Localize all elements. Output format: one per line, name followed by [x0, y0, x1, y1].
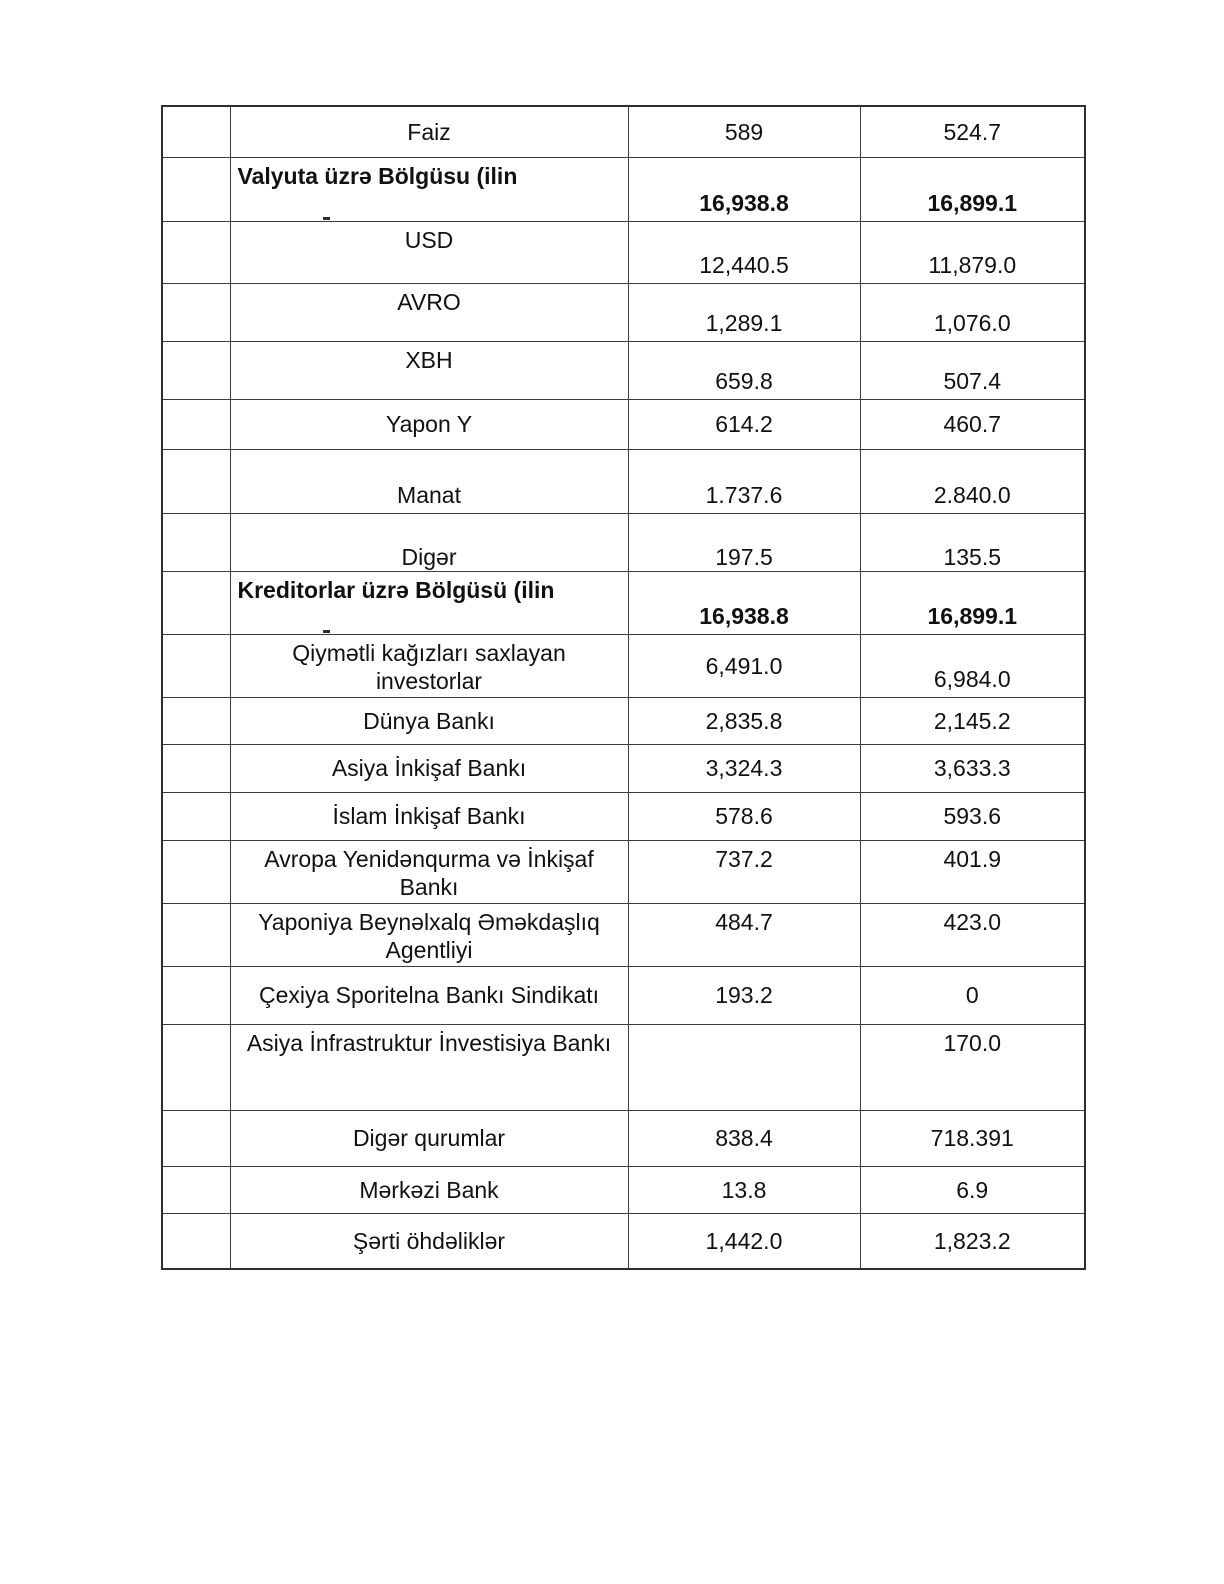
row-label: İslam İnkişaf Bankı: [230, 792, 628, 840]
value-col-1: 193.2: [628, 966, 860, 1024]
value-col-1: 2,835.8: [628, 697, 860, 744]
table-row: [162, 697, 1085, 744]
table-row: [162, 966, 1085, 1024]
value-col-1: 578.6: [628, 792, 860, 840]
value-col-2: 423.0: [860, 903, 1085, 966]
value-col-1: 197.5: [628, 513, 860, 571]
row-spacer-cell: [162, 1166, 230, 1213]
value-col-2: 135.5: [860, 513, 1085, 571]
value-col-2: 460.7: [860, 399, 1085, 449]
row-spacer-cell: [162, 634, 230, 697]
table-row: [162, 341, 1085, 399]
value-col-2: 3,633.3: [860, 744, 1085, 792]
table-row: [162, 1213, 1085, 1269]
value-col-1: [628, 1024, 860, 1110]
table-row: [162, 221, 1085, 283]
row-label: Digər qurumlar: [230, 1110, 628, 1166]
table-row: [162, 634, 1085, 697]
value-col-2: 524.7: [860, 106, 1085, 157]
value-col-1: 6,491.0: [628, 634, 860, 697]
row-spacer-cell: [162, 1110, 230, 1166]
value-col-2: 0: [860, 966, 1085, 1024]
value-col-2: 6,984.0: [860, 634, 1085, 697]
row-label: Qiymətli kağızları saxlayan investorlar: [230, 634, 628, 697]
value-col-1: 1,442.0: [628, 1213, 860, 1269]
table-row: [162, 399, 1085, 449]
value-col-1: 1.737.6: [628, 449, 860, 513]
value-col-1: 737.2: [628, 840, 860, 903]
value-col-1: 1,289.1: [628, 283, 860, 341]
row-label: Yaponiya Beynəlxalq Əməkdaşlıq Agentliyi: [230, 903, 628, 966]
value-col-2: 401.9: [860, 840, 1085, 903]
table-row: [162, 571, 1085, 634]
value-col-2: 507.4: [860, 341, 1085, 399]
row-spacer-cell: [162, 221, 230, 283]
row-spacer-cell: [162, 283, 230, 341]
value-col-2: 593.6: [860, 792, 1085, 840]
row-spacer-cell: [162, 903, 230, 966]
row-label: XBH: [230, 341, 628, 399]
row-spacer-cell: [162, 697, 230, 744]
table-row: [162, 1166, 1085, 1213]
section-header-text: Valyuta üzrə Bölgüsu (ilin: [237, 162, 518, 189]
value-col-2: 2.840.0: [860, 449, 1085, 513]
value-col-1: 16,938.8: [628, 571, 860, 634]
row-spacer-cell: [162, 1213, 230, 1269]
row-spacer-cell: [162, 157, 230, 221]
value-col-1: 12,440.5: [628, 221, 860, 283]
table-row: [162, 840, 1085, 903]
value-col-2: 16,899.1: [860, 571, 1085, 634]
value-col-2: 6.9: [860, 1166, 1085, 1213]
value-col-2: 1,076.0: [860, 283, 1085, 341]
value-col-1: 659.8: [628, 341, 860, 399]
value-col-1: 16,938.8: [628, 157, 860, 221]
value-col-2: 1,823.2: [860, 1213, 1085, 1269]
row-spacer-cell: [162, 571, 230, 634]
row-label: USD: [230, 221, 628, 283]
row-label: Manat: [230, 449, 628, 513]
table-row: [162, 106, 1085, 157]
table-row: [162, 792, 1085, 840]
row-label: Yapon Y: [230, 399, 628, 449]
row-label: Şərti öhdəliklər: [230, 1213, 628, 1269]
row-spacer-cell: [162, 840, 230, 903]
value-col-1: 13.8: [628, 1166, 860, 1213]
row-label: Dünya Bankı: [230, 697, 628, 744]
row-label: Digər: [230, 513, 628, 571]
value-col-1: 484.7: [628, 903, 860, 966]
row-label: Asiya İnkişaf Bankı: [230, 744, 628, 792]
table-row: [162, 744, 1085, 792]
financial-table: [161, 105, 1086, 1270]
section-header-text: Kreditorlar üzrə Bölgüsü (ilin: [237, 576, 555, 603]
row-label: Avropa Yenidənqurma və İnkişaf Bankı: [230, 840, 628, 903]
row-label: [230, 571, 628, 634]
table-row: [162, 283, 1085, 341]
value-col-1: 838.4: [628, 1110, 860, 1166]
value-col-2: 2,145.2: [860, 697, 1085, 744]
clipped-text-artifact: [323, 217, 330, 220]
table-row: [162, 449, 1085, 513]
value-col-2: 16,899.1: [860, 157, 1085, 221]
row-spacer-cell: [162, 792, 230, 840]
row-spacer-cell: [162, 106, 230, 157]
row-label: Çexiya Sporitelna Bankı Sindikatı: [230, 966, 628, 1024]
table-row: [162, 513, 1085, 571]
row-label: Faiz: [230, 106, 628, 157]
row-label: Mərkəzi Bank: [230, 1166, 628, 1213]
table-row: [162, 1024, 1085, 1110]
row-label: AVRO: [230, 283, 628, 341]
row-label: [230, 157, 628, 221]
value-col-1: 589: [628, 106, 860, 157]
row-spacer-cell: [162, 341, 230, 399]
row-spacer-cell: [162, 966, 230, 1024]
value-col-2: 718.391: [860, 1110, 1085, 1166]
row-label: Asiya İnfrastruktur İnvestisiya Bankı: [230, 1024, 628, 1110]
value-col-1: 3,324.3: [628, 744, 860, 792]
row-spacer-cell: [162, 449, 230, 513]
value-col-1: 614.2: [628, 399, 860, 449]
value-col-2: 11,879.0: [860, 221, 1085, 283]
row-spacer-cell: [162, 399, 230, 449]
table-row: [162, 157, 1085, 221]
value-col-2: 170.0: [860, 1024, 1085, 1110]
clipped-text-artifact: [323, 630, 330, 633]
table-row: [162, 1110, 1085, 1166]
table-row: [162, 903, 1085, 966]
row-spacer-cell: [162, 513, 230, 571]
row-spacer-cell: [162, 744, 230, 792]
row-spacer-cell: [162, 1024, 230, 1110]
